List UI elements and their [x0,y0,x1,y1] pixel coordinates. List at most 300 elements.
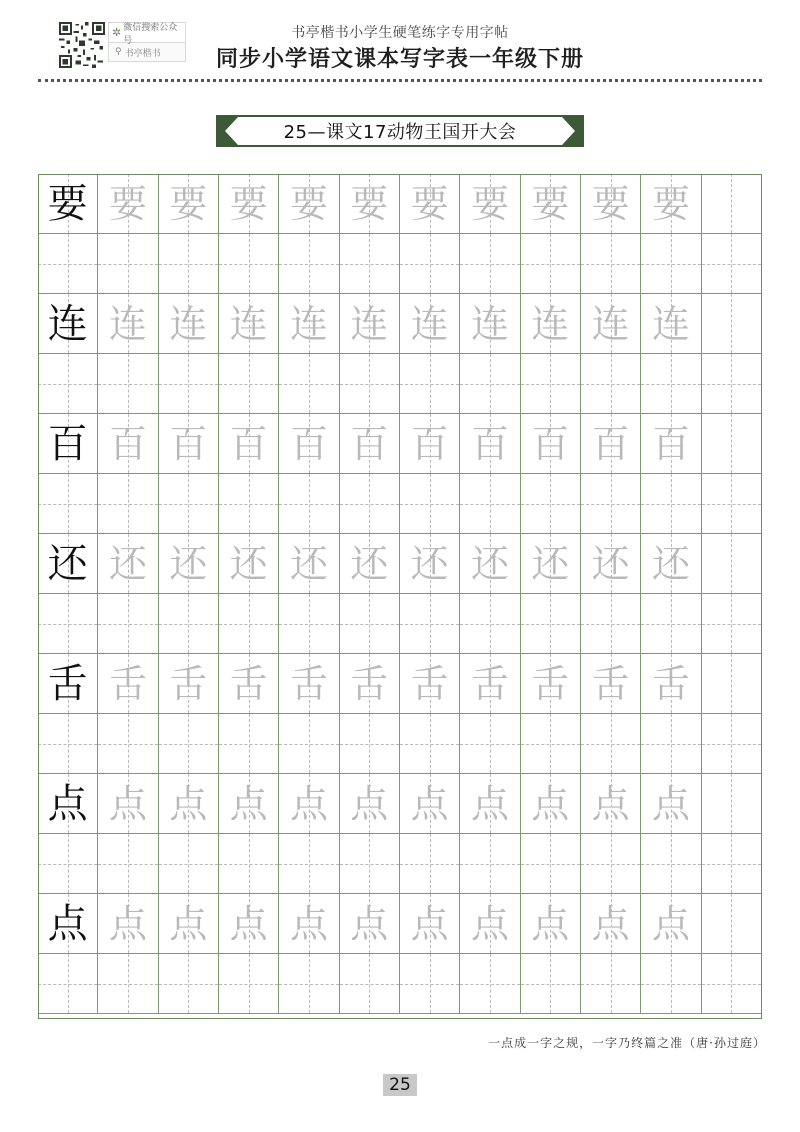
trace-character: 百 [410,421,449,466]
trace-character: 连 [108,301,147,346]
blank-practice-cell[interactable] [400,954,460,1014]
trace-character-cell [460,174,520,234]
model-character-cell [38,774,98,834]
cell-guide-line [581,264,640,265]
trace-character-cell [521,774,581,834]
trace-character-cell [400,774,460,834]
blank-practice-row [38,594,762,654]
cell-guide-line [641,264,700,265]
trace-character: 百 [651,421,690,466]
trace-character-cell [400,894,460,954]
trace-character-cell [219,534,279,594]
blank-practice-cell[interactable] [279,954,339,1014]
blank-practice-cell[interactable] [641,714,701,774]
trace-character-cell [702,654,762,714]
cell-guide-line [702,384,761,385]
cell-guide-line [702,864,761,865]
cell-guide-line [702,504,761,505]
blank-practice-cell[interactable] [279,594,339,654]
blank-practice-cell[interactable] [400,234,460,294]
blank-practice-cell[interactable] [400,474,460,534]
blank-practice-cell[interactable] [521,834,581,894]
blank-practice-cell[interactable] [641,234,701,294]
cell-guide-line [219,264,278,265]
cell-guide-line [641,864,700,865]
model-character-cell [38,414,98,474]
trace-character-cell [340,414,400,474]
trace-character: 还 [591,541,630,586]
trace-character: 连 [350,301,389,346]
trace-character-cell [641,294,701,354]
trace-character: 连 [289,301,328,346]
blank-practice-cell[interactable] [702,234,762,294]
character-row [38,414,762,474]
blank-practice-cell[interactable] [400,714,460,774]
trace-character: 点 [470,781,509,826]
trace-character-cell [702,174,762,234]
cell-guide-line [159,864,218,865]
trace-character-cell [340,894,400,954]
trace-character-cell [159,654,219,714]
blank-practice-cell[interactable] [340,594,400,654]
trace-character: 要 [591,181,630,226]
cell-guide-line [340,744,399,745]
trace-character: 百 [229,421,268,466]
cell-guide-line [521,384,580,385]
trace-character-cell [159,294,219,354]
trace-character-cell [521,174,581,234]
character-row [38,774,762,834]
blank-practice-cell[interactable] [340,354,400,414]
trace-character-cell [581,414,641,474]
trace-character: 还 [470,541,509,586]
trace-character-cell [460,294,520,354]
blank-practice-cell[interactable] [279,354,339,414]
blank-practice-cell[interactable] [521,354,581,414]
blank-practice-cell[interactable] [98,834,158,894]
blank-practice-cell[interactable] [460,474,520,534]
blank-practice-cell[interactable] [159,834,219,894]
blank-practice-cell[interactable] [460,714,520,774]
trace-character: 点 [289,781,328,826]
cell-guide-line [98,624,157,625]
cell-guide-line [219,384,278,385]
cell-guide-line [460,264,519,265]
blank-practice-cell[interactable] [641,834,701,894]
trace-character: 连 [651,301,690,346]
model-character-cell [38,654,98,714]
cell-guide-line [460,624,519,625]
cell-guide-line [731,294,732,353]
trace-character: 点 [410,901,449,946]
blank-practice-cell[interactable] [340,714,400,774]
blank-practice-cell[interactable] [219,354,279,414]
trace-character-cell [98,414,158,474]
banner-left-arrow-icon [218,117,238,145]
trace-character-cell [460,774,520,834]
blank-practice-cell[interactable] [159,954,219,1014]
character-row [38,654,762,714]
trace-character: 要 [531,181,570,226]
blank-practice-cell[interactable] [98,954,158,1014]
banner-right-arrow-icon [562,117,582,145]
trace-character: 点 [591,901,630,946]
trace-character-cell [521,654,581,714]
cell-guide-line [219,624,278,625]
cell-guide-line [159,504,218,505]
cell-guide-line [460,984,519,985]
cell-guide-line [521,624,580,625]
trace-character-cell [279,654,339,714]
blank-practice-cell[interactable] [521,594,581,654]
cell-guide-line [641,984,700,985]
trace-character: 百 [591,421,630,466]
blank-practice-cell[interactable] [521,234,581,294]
cell-guide-line [400,744,459,745]
trace-character-cell [279,774,339,834]
cell-guide-line [340,384,399,385]
blank-practice-cell[interactable] [279,234,339,294]
blank-practice-cell[interactable] [702,594,762,654]
cell-guide-line [159,624,218,625]
blank-practice-cell[interactable] [581,594,641,654]
trace-character: 点 [470,901,509,946]
trace-character-cell [219,174,279,234]
logo-account-name: ⚲ 书亭楷书 [108,42,186,62]
blank-practice-cell[interactable] [98,234,158,294]
trace-character-cell [521,894,581,954]
trace-character: 还 [350,541,389,586]
blank-practice-cell[interactable] [400,354,460,414]
blank-practice-row [38,954,762,1014]
cell-guide-line [521,984,580,985]
trace-character-cell [460,654,520,714]
blank-practice-cell[interactable] [581,714,641,774]
blank-practice-cell[interactable] [702,714,762,774]
trace-character: 点 [108,901,147,946]
blank-practice-cell[interactable] [98,474,158,534]
cell-guide-line [521,864,580,865]
blank-practice-cell[interactable] [460,594,520,654]
blank-practice-cell[interactable] [460,954,520,1014]
trace-character: 点 [591,781,630,826]
blank-practice-cell[interactable] [38,594,98,654]
trace-character: 还 [289,541,328,586]
cell-guide-line [702,984,761,985]
blank-practice-cell[interactable] [400,834,460,894]
trace-character: 连 [470,301,509,346]
trace-character: 舌 [651,661,690,706]
blank-practice-cell[interactable] [159,234,219,294]
blank-practice-cell[interactable] [38,834,98,894]
cell-guide-line [460,744,519,745]
character-row [38,894,762,954]
cell-guide-line [731,654,732,713]
cell-guide-line [98,984,157,985]
blank-practice-row [38,714,762,774]
trace-character-cell [400,654,460,714]
blank-practice-cell[interactable] [159,714,219,774]
trace-character-cell [581,174,641,234]
cell-guide-line [400,264,459,265]
blank-practice-cell[interactable] [219,834,279,894]
blank-practice-cell[interactable] [641,354,701,414]
blank-practice-cell[interactable] [279,474,339,534]
cell-guide-line [279,384,338,385]
trace-character: 连 [229,301,268,346]
trace-character-cell [581,774,641,834]
cell-guide-line [219,504,278,505]
trace-character-cell [521,294,581,354]
blank-practice-cell[interactable] [340,474,400,534]
blank-practice-cell[interactable] [219,954,279,1014]
blank-practice-cell[interactable] [521,474,581,534]
trace-character-cell [279,534,339,594]
blank-practice-cell[interactable] [219,714,279,774]
header-divider [38,79,762,82]
cell-guide-line [731,534,732,593]
blank-practice-cell[interactable] [159,474,219,534]
lesson-title: 25—课文17动物王国开大会 [283,122,517,143]
cell-guide-line [581,504,640,505]
trace-character: 要 [229,181,268,226]
trace-character: 连 [410,301,449,346]
model-character-cell [38,294,98,354]
trace-character: 舌 [531,661,570,706]
blank-practice-cell[interactable] [219,594,279,654]
trace-character-cell [159,894,219,954]
blank-practice-cell[interactable] [279,714,339,774]
cell-guide-line [400,984,459,985]
trace-character: 舌 [289,661,328,706]
trace-character-cell [581,294,641,354]
trace-character-cell [702,294,762,354]
trace-character: 还 [229,541,268,586]
model-character: 要 [47,180,88,227]
trace-character: 点 [651,781,690,826]
trace-character: 点 [350,781,389,826]
trace-character: 要 [410,181,449,226]
model-character: 点 [47,900,88,947]
model-character-cell [38,534,98,594]
trace-character-cell [219,414,279,474]
blank-practice-cell[interactable] [219,234,279,294]
blank-practice-cell[interactable] [641,474,701,534]
logo-search-label: ✲ 微信搜索公众号 [108,22,186,42]
trace-character: 点 [350,901,389,946]
cell-guide-line [98,384,157,385]
trace-character: 百 [289,421,328,466]
trace-character-cell [159,534,219,594]
cell-guide-line [279,264,338,265]
trace-character: 点 [229,901,268,946]
trace-character-cell [98,894,158,954]
page-subtitle: 书亭楷书小学生硬笔练字专用字帖 [291,25,509,41]
trace-character: 点 [289,901,328,946]
blank-practice-cell[interactable] [702,354,762,414]
lesson-banner [216,115,584,147]
trace-character-cell [400,414,460,474]
trace-character: 连 [531,301,570,346]
trace-character-cell [581,654,641,714]
blank-practice-cell[interactable] [38,474,98,534]
blank-practice-row [38,234,762,294]
cell-guide-line [581,864,640,865]
cell-guide-line [219,864,278,865]
trace-character-cell [219,774,279,834]
cell-guide-line [581,984,640,985]
blank-practice-cell[interactable] [521,714,581,774]
cell-guide-line [98,504,157,505]
blank-practice-cell[interactable] [38,714,98,774]
blank-practice-cell[interactable] [159,354,219,414]
blank-practice-cell[interactable] [400,594,460,654]
blank-practice-cell[interactable] [581,234,641,294]
trace-character: 点 [531,901,570,946]
trace-character-cell [400,174,460,234]
trace-character-cell [340,774,400,834]
trace-character-cell [400,534,460,594]
cell-guide-line [731,774,732,833]
cell-guide-line [400,864,459,865]
trace-character: 舌 [470,661,509,706]
trace-character-cell [98,534,158,594]
cell-guide-line [279,864,338,865]
cell-guide-line [581,744,640,745]
trace-character-cell [641,174,701,234]
cell-guide-line [219,744,278,745]
blank-practice-cell[interactable] [98,354,158,414]
trace-character: 还 [531,541,570,586]
trace-character-cell [702,894,762,954]
blank-practice-cell[interactable] [521,954,581,1014]
trace-character-cell [641,654,701,714]
trace-character-cell [98,174,158,234]
trace-character: 还 [410,541,449,586]
trace-character-cell [279,414,339,474]
blank-practice-cell[interactable] [641,594,701,654]
blank-practice-cell[interactable] [98,594,158,654]
blank-practice-cell[interactable] [340,834,400,894]
trace-character-cell [98,774,158,834]
trace-character: 点 [531,781,570,826]
cell-guide-line [98,744,157,745]
cell-guide-line [340,864,399,865]
cell-guide-line [159,264,218,265]
trace-character-cell [641,774,701,834]
footer-quote: 一点成一字之规，一字乃终篇之准（唐·孙过庭） [488,1036,766,1050]
cell-guide-line [279,624,338,625]
blank-practice-cell[interactable] [581,954,641,1014]
trace-character: 舌 [591,661,630,706]
trace-character-cell [340,294,400,354]
blank-practice-cell[interactable] [38,354,98,414]
cell-guide-line [521,504,580,505]
blank-practice-cell[interactable] [340,954,400,1014]
cell-guide-line [38,504,97,505]
qr-code-icon [59,22,105,68]
blank-practice-cell[interactable] [279,834,339,894]
trace-character-cell [340,174,400,234]
character-row [38,294,762,354]
trace-character: 点 [108,781,147,826]
cell-guide-line [38,264,97,265]
blank-practice-row [38,834,762,894]
blank-practice-cell[interactable] [702,834,762,894]
trace-character: 连 [169,301,208,346]
blank-practice-cell[interactable] [460,234,520,294]
blank-practice-cell[interactable] [702,474,762,534]
cell-guide-line [340,624,399,625]
trace-character-cell [279,894,339,954]
trace-character: 舌 [169,661,208,706]
cell-guide-line [731,174,732,233]
blank-practice-cell[interactable] [581,834,641,894]
trace-character: 百 [350,421,389,466]
blank-practice-cell[interactable] [340,234,400,294]
trace-character: 百 [470,421,509,466]
trace-character-cell [159,174,219,234]
trace-character-cell [400,294,460,354]
trace-character-cell [641,414,701,474]
trace-character: 点 [169,781,208,826]
wechat-search-logo [108,22,186,66]
trace-character: 连 [591,301,630,346]
blank-practice-cell[interactable] [641,954,701,1014]
cell-guide-line [641,624,700,625]
trace-character-cell [460,894,520,954]
blank-practice-cell[interactable] [581,474,641,534]
page-number: 25 [383,1074,417,1096]
blank-practice-cell[interactable] [159,594,219,654]
cell-guide-line [460,864,519,865]
character-row [38,534,762,594]
cell-guide-line [38,744,97,745]
cell-guide-line [641,504,700,505]
trace-character: 要 [470,181,509,226]
cell-guide-line [641,744,700,745]
trace-character-cell [521,414,581,474]
trace-character: 百 [531,421,570,466]
cell-guide-line [400,504,459,505]
page-title: 同步小学语文课本写字表一年级下册 [215,46,584,72]
trace-character: 要 [350,181,389,226]
blank-practice-cell[interactable] [38,954,98,1014]
blank-practice-cell[interactable] [702,954,762,1014]
blank-practice-cell[interactable] [219,474,279,534]
blank-practice-cell[interactable] [581,354,641,414]
trace-character-cell [581,894,641,954]
cell-guide-line [731,414,732,473]
trace-character-cell [219,294,279,354]
blank-practice-cell[interactable] [38,234,98,294]
cell-guide-line [219,984,278,985]
trace-character-cell [460,534,520,594]
model-character: 还 [47,540,88,587]
trace-character-cell [279,294,339,354]
cell-guide-line [641,384,700,385]
blank-practice-cell[interactable] [460,834,520,894]
search-icon: ⚲ [115,47,122,57]
trace-character-cell [219,654,279,714]
trace-character: 要 [651,181,690,226]
model-character: 百 [47,420,88,467]
trace-character: 舌 [229,661,268,706]
blank-practice-cell[interactable] [98,714,158,774]
cell-guide-line [98,864,157,865]
blank-practice-cell[interactable] [460,354,520,414]
trace-character-cell [340,534,400,594]
